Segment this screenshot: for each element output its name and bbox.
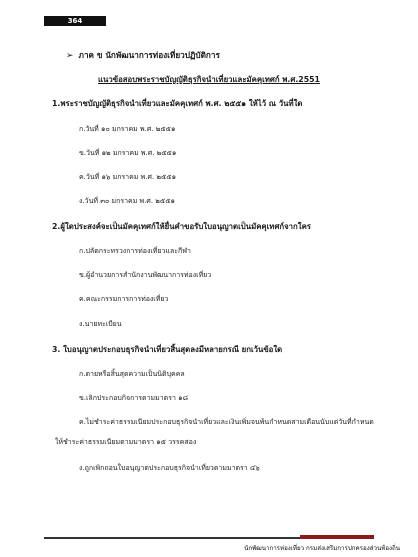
- section-heading: [66, 49, 220, 62]
- question-2: 2.ผู้ใดประสงค์จะเป็นมัคคุเทศก์ให้ยื่นคำขอรับใบอนุญาตเป็นมัคคุเทศก์จากใคร: [52, 222, 311, 231]
- question-2-option-a: ก.ปลัดกระทรวงการท่องเที่ยวและกีฬา: [79, 247, 191, 255]
- question-2-option-b: ข.ผู้อำนวยการสำนักงานพัฒนาการท่องเที่ยว: [79, 271, 212, 279]
- question-2-option-d: ง.นายทะเบียน: [79, 320, 122, 328]
- arrow-bullet-icon: ➢: [66, 50, 74, 61]
- page-title: แนวข้อสอบพระราชบัญญัติธุรกิจนำเที่ยวและมัคคุเทศก์ พ.ศ.2551: [98, 75, 320, 84]
- footer-accent-bar: [300, 535, 374, 539]
- question-2-option-c: ค.คณะกรรมการการท่องเที่ยว: [79, 295, 169, 303]
- section-label: ภาค ข นักพัฒนาการท่องเที่ยวปฏิบัติการ: [78, 50, 220, 60]
- footer-text: นักพัฒนาการท่องเที่ยว กรมส่งเสริมการปกครองส่วนท้องถิ่น: [244, 545, 400, 552]
- question-1-option-b: ข.วันที่ ๑๒ มกราคม พ.ศ. ๒๕๕๑: [79, 149, 177, 157]
- page-number: 364: [44, 16, 106, 26]
- question-1-option-c: ค.วันที่ ๑๖ มกราคม พ.ศ. ๒๕๕๑: [79, 173, 177, 181]
- question-3-option-c: ค.ไม่ชำระค่าธรรมเนียมประกอบธุรกิจนำเที่ยวและเงินเพิ่มจนพ้นกำหนดสามเดือนนับแต่วันที่กำหนดให้ชำระค่าธรรมเนียมตามมาตรา ๑๕ วรรคสอง: [55, 418, 374, 446]
- question-3-option-a: ก.ตายหรือสิ้นสุดความเป็นนิติบุคคล: [79, 370, 185, 378]
- question-3-option-b: ข.เลิกประกอบกิจการตามมาตรา ๑๘: [79, 394, 188, 402]
- question-3: 3. ใบอนุญาตประกอบธุรกิจนำเที่ยวสิ้นสุดลงมีหลายกรณี ยกเว้นข้อใด: [52, 345, 283, 354]
- question-1: 1.พระราชบัญญัติธุรกิจนำเที่ยวและมัคคุเทศก์ พ.ศ. ๒๕๕๑ ให้ไว้ ณ วันที่ใด: [52, 99, 303, 108]
- question-1-option-a: ก.วันที่ ๑๐ มกราคม พ.ศ. ๒๕๕๑: [79, 125, 176, 133]
- question-3-option-d: ง.ถูกเพิกถอนใบอนุญาตประกอบธุรกิจนำเที่ยวตามมาตรา ๔๖: [79, 464, 260, 472]
- question-1-option-d: ง.วันที่ ๓๐ มกราคม พ.ศ. ๒๕๕๑: [79, 197, 175, 205]
